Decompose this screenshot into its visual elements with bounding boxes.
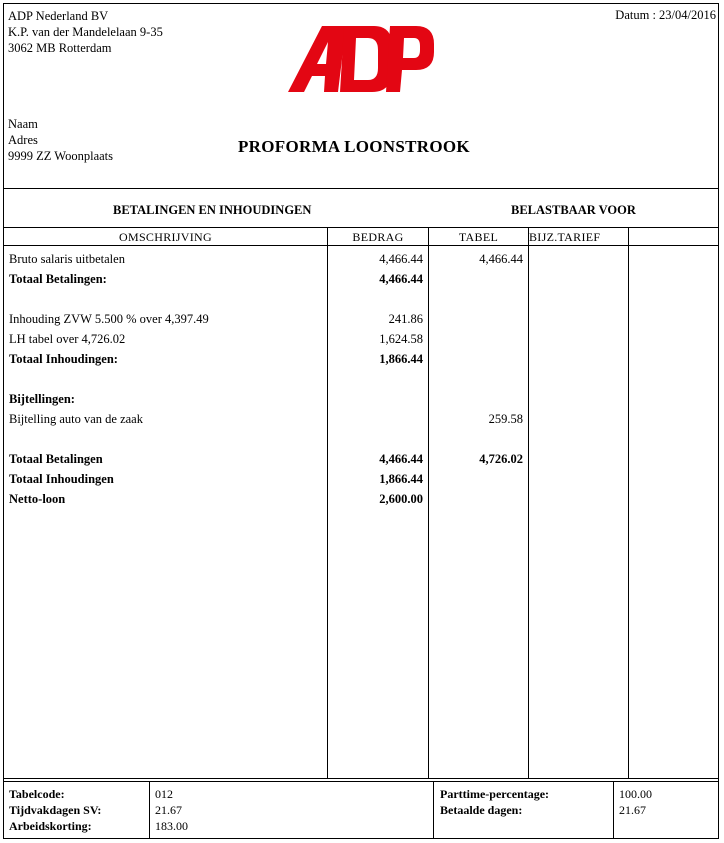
employee-block — [8, 116, 113, 164]
table-row — [0, 352, 724, 372]
row-description: Bijtelling auto van de zaak — [9, 412, 143, 426]
row-description: Totaal Inhoudingen — [9, 472, 114, 486]
footer-value-parttime: 100.00 — [619, 787, 652, 801]
row-description: Totaal Inhoudingen: — [9, 352, 118, 366]
row-table-amount: 4,466.44 — [479, 252, 523, 266]
table-row — [0, 472, 724, 492]
footer-value-tijdvakdagen: 21.67 — [155, 803, 182, 817]
table-row — [0, 452, 724, 472]
footer-divider-3 — [613, 781, 614, 839]
employee-city: 9999 ZZ Woonplaats — [8, 149, 113, 163]
table-top-line — [3, 227, 719, 228]
footer-label-tijdvakdagen: Tijdvakdagen SV: — [9, 803, 102, 817]
company-city: 3062 MB Rotterdam — [8, 41, 112, 55]
row-description: Inhouding ZVW 5.500 % over 4,397.49 — [9, 312, 209, 326]
logo-text: ADP — [288, 20, 291, 21]
row-description: LH tabel over 4,726.02 — [9, 332, 126, 346]
table-row — [0, 432, 724, 452]
section-payments-header: BETALINGEN EN INHOUDINGEN — [113, 203, 312, 217]
table-row — [0, 252, 724, 272]
row-amount: 1,866.44 — [379, 472, 423, 486]
row-description: Totaal Betalingen: — [9, 272, 107, 286]
footer-value-betaalde-dagen: 21.67 — [619, 803, 646, 817]
footer-left-values — [155, 786, 188, 834]
table-bottom-line — [3, 778, 719, 779]
row-table-amount: 259.58 — [488, 412, 523, 426]
company-block — [8, 8, 163, 56]
row-description: Bijtellingen: — [9, 392, 75, 406]
column-header-special-rate: BIJZ.TARIEF — [529, 230, 601, 244]
table-row — [0, 392, 724, 412]
table-row — [0, 492, 724, 512]
row-amount: 4,466.44 — [379, 252, 423, 266]
row-description: Netto-loon — [9, 492, 66, 506]
company-street: K.P. van der Mandelelaan 9-35 — [8, 25, 163, 39]
row-description: Totaal Betalingen — [9, 452, 103, 466]
column-header-table: TABEL — [458, 230, 499, 244]
employee-address: Adres — [8, 133, 38, 147]
divider-top — [3, 188, 719, 189]
row-amount: 4,466.44 — [379, 452, 423, 466]
employee-name: Naam — [8, 117, 38, 131]
date-label: Datum : 23/04/2016 — [615, 8, 716, 22]
adp-logo — [288, 20, 436, 94]
footer-label-arbeidskorting: Arbeidskorting: — [9, 819, 92, 833]
table-row — [0, 372, 724, 392]
row-amount: 241.86 — [388, 312, 423, 326]
footer-value-arbeidskorting: 183.00 — [155, 819, 188, 833]
footer-top-line — [3, 781, 719, 782]
table-row — [0, 272, 724, 292]
footer-label-parttime: Parttime-percentage: — [440, 787, 550, 801]
table-header-line — [3, 245, 719, 246]
column-header-amount: BEDRAG — [352, 230, 404, 244]
document-title: PROFORMA LOONSTROOK — [238, 137, 470, 156]
table-row — [0, 312, 724, 332]
table-row — [0, 332, 724, 352]
company-name: ADP Nederland BV — [8, 9, 109, 23]
row-amount: 1,866.44 — [379, 352, 423, 366]
footer-divider-1 — [149, 781, 150, 839]
table-row — [0, 292, 724, 312]
row-description: Bruto salaris uitbetalen — [9, 252, 125, 266]
table-row — [0, 412, 724, 432]
footer-value-tabelcode: 012 — [155, 787, 173, 801]
footer-divider-2 — [433, 781, 434, 839]
footer-label-betaalde-dagen: Betaalde dagen: — [440, 803, 523, 817]
footer-label-tabelcode: Tabelcode: — [9, 787, 65, 801]
section-taxable-header: BELASTBAAR VOOR — [511, 203, 636, 217]
row-amount: 2,600.00 — [379, 492, 423, 506]
row-table-amount: 4,726.02 — [479, 452, 523, 466]
footer-left-labels — [9, 786, 101, 834]
footer-right-values — [619, 786, 652, 818]
column-header-description: OMSCHRIJVING — [119, 230, 212, 244]
row-amount: 1,624.58 — [379, 332, 423, 346]
footer-right-labels — [440, 786, 549, 818]
row-amount: 4,466.44 — [379, 272, 423, 286]
